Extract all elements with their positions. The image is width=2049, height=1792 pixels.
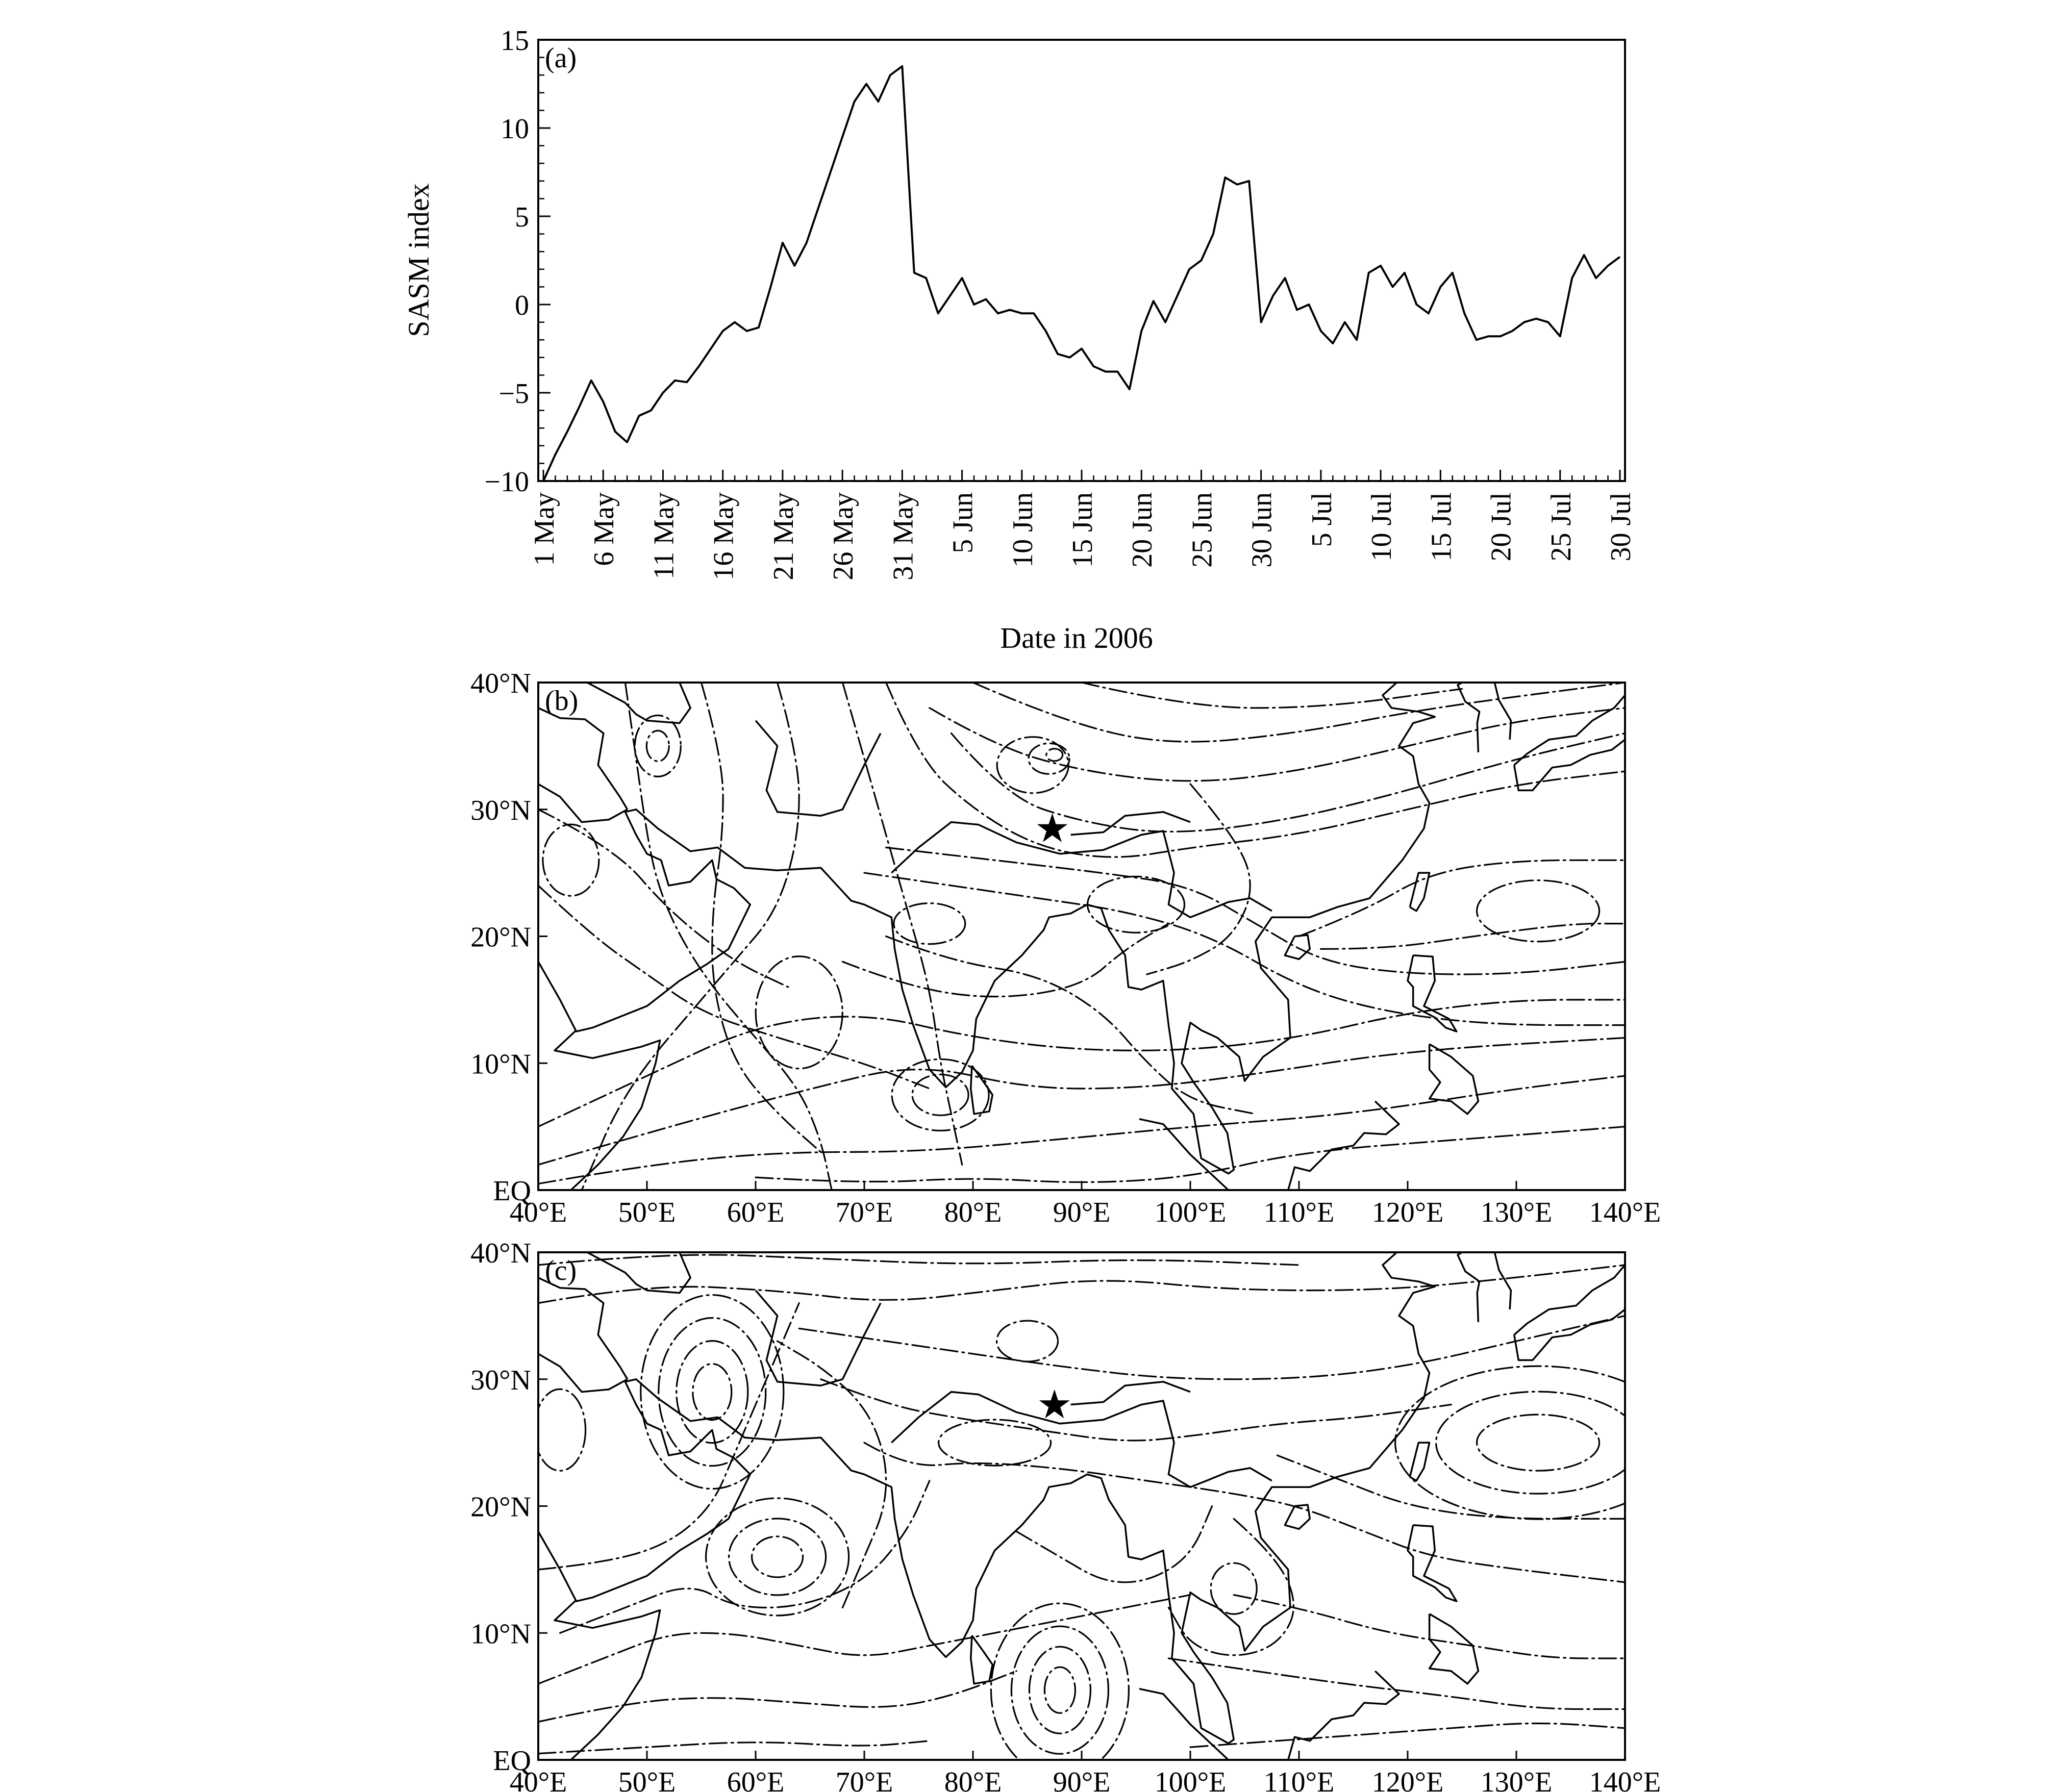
x-axis-title-a: Date in 2006 — [1000, 621, 1153, 654]
lon-tick-label: 100°E — [1154, 1766, 1227, 1792]
streamline — [864, 1443, 1625, 1582]
coastline — [538, 1278, 628, 1379]
lon-tick-label: 60°E — [727, 1766, 785, 1792]
lon-tick-label: 130°E — [1480, 1766, 1553, 1792]
chart-a-frame — [538, 40, 1625, 481]
streamline-vortex — [543, 824, 599, 896]
x-tick-label: 15 Jun — [1067, 492, 1098, 568]
lon-tick-label: 50°E — [618, 1766, 676, 1792]
x-tick-label: 10 Jun — [1007, 492, 1039, 568]
streamline-vortex — [646, 730, 669, 761]
streamline-vortex — [677, 1341, 748, 1443]
streamline — [538, 886, 930, 1089]
streamline — [799, 1316, 1625, 1379]
x-tick-label: 10 Jul — [1366, 492, 1398, 562]
y-axis-title-a: SASM index — [402, 183, 435, 337]
coastline — [1410, 873, 1429, 911]
coastline — [1410, 1443, 1429, 1481]
star-marker-b: ★ — [1034, 806, 1070, 851]
lat-tick-label: 40°N — [470, 1238, 531, 1269]
streamline — [538, 1741, 930, 1754]
streamline — [973, 683, 1625, 742]
streamline-vortex — [1011, 1626, 1108, 1754]
streamline — [1082, 683, 1462, 708]
streamline — [625, 683, 832, 1190]
y-tick-label: 15 — [501, 25, 529, 57]
lat-tick-label: EQ — [493, 1175, 531, 1207]
streamline — [1168, 1519, 1293, 1655]
coastline — [1288, 1671, 1399, 1760]
streamline — [538, 1595, 1190, 1684]
y-tick-label: −5 — [498, 378, 529, 410]
x-tick-label: 16 May — [708, 492, 740, 580]
streamline — [886, 847, 1625, 974]
streamline — [842, 924, 1168, 997]
x-tick-label: 25 Jul — [1545, 492, 1577, 562]
coastline — [538, 708, 628, 810]
streamline — [538, 1265, 1625, 1303]
coastline — [1071, 1382, 1190, 1405]
streamline-vortex — [641, 1295, 784, 1489]
x-tick-label: 20 Jun — [1127, 492, 1159, 568]
streamline — [702, 683, 821, 1152]
lat-tick-label: 20°N — [470, 921, 531, 953]
streamline-vortex — [535, 1389, 586, 1471]
streamlines-b — [538, 683, 1625, 1190]
longitude-axis-b — [510, 1181, 1661, 1228]
streamline — [582, 683, 799, 1190]
map-c-content — [535, 1252, 1681, 1777]
x-tick-label: 25 Jun — [1186, 492, 1218, 568]
lon-tick-label: 50°E — [618, 1197, 676, 1228]
coastline — [538, 683, 1435, 1174]
streamline-vortex — [1477, 880, 1600, 942]
coastline — [1458, 683, 1480, 752]
coastline — [891, 1392, 1272, 1487]
x-tick-label: 5 Jun — [947, 492, 979, 553]
streamline-vortex — [1044, 1667, 1075, 1713]
lon-tick-label: 70°E — [835, 1766, 893, 1792]
x-tick-label: 1 May — [529, 492, 560, 566]
x-tick-label: 11 May — [648, 492, 680, 579]
lon-tick-label: 80°E — [944, 1197, 1002, 1228]
streamline-vortex — [1029, 1647, 1090, 1733]
streamline-vortex — [635, 715, 681, 776]
streamline-map-c — [470, 1238, 1681, 1792]
streamline — [538, 1038, 1625, 1165]
x-tick-label: 31 May — [887, 492, 919, 580]
lon-tick-label: 90°E — [1053, 1197, 1111, 1228]
streamline — [886, 937, 1256, 1114]
streamline — [538, 1076, 1625, 1184]
lon-tick-label: 120°E — [1371, 1197, 1444, 1228]
lat-tick-label: EQ — [493, 1745, 531, 1777]
y-tick-label: −10 — [484, 466, 529, 498]
coastline — [1285, 1505, 1310, 1529]
panel-label-b: (b) — [545, 685, 579, 717]
coastline — [756, 721, 881, 816]
streamline — [538, 1000, 1625, 1127]
streamline — [842, 683, 962, 1165]
streamline — [538, 1255, 1299, 1265]
streamline-vortex — [1395, 1366, 1681, 1519]
lat-tick-label: 40°N — [470, 668, 531, 699]
star-marker-c: ★ — [1036, 1382, 1072, 1427]
lat-tick-label: 10°N — [470, 1048, 531, 1080]
coastline — [1408, 1525, 1457, 1601]
panel-label-c: (c) — [545, 1255, 577, 1286]
x-tick-label: 30 Jul — [1605, 492, 1637, 562]
lon-tick-label: 140°E — [1589, 1197, 1661, 1228]
latitude-axis-c — [470, 1238, 547, 1777]
coastline — [538, 1252, 1435, 1744]
sasm-index-series — [543, 66, 1620, 481]
streamline-vortex — [756, 956, 842, 1069]
streamline — [538, 810, 788, 987]
lon-tick-label: 40°E — [509, 1766, 567, 1792]
streamline — [1168, 1658, 1625, 1709]
sasm-index-chart — [402, 25, 1637, 654]
streamline — [821, 1379, 1451, 1441]
lon-tick-label: 70°E — [835, 1197, 893, 1228]
coastline — [1494, 683, 1511, 740]
x-tick-label: 5 Jul — [1306, 492, 1338, 547]
streamline-vortex — [894, 903, 965, 944]
streamline — [538, 1671, 1016, 1722]
lon-tick-label: 120°E — [1371, 1766, 1444, 1792]
lon-tick-label: 130°E — [1480, 1197, 1553, 1228]
coastline — [891, 822, 1272, 918]
coastline — [1139, 1689, 1229, 1760]
coastlines-c — [538, 1252, 1625, 1760]
lat-tick-label: 10°N — [470, 1618, 531, 1650]
latitude-axis-b — [470, 668, 547, 1207]
streamline — [1016, 1506, 1212, 1582]
streamline — [778, 1341, 886, 1607]
streamline — [1321, 924, 1625, 949]
streamlines-c — [535, 1255, 1681, 1777]
coastline — [555, 1600, 660, 1760]
streamline — [1277, 1455, 1625, 1519]
x-tick-label: 21 May — [767, 492, 799, 580]
coastline — [1494, 1252, 1511, 1309]
lon-tick-label: 90°E — [1053, 1766, 1111, 1792]
streamline-vortex — [706, 1498, 849, 1616]
lon-tick-label: 100°E — [1154, 1197, 1227, 1228]
map-c-frame — [538, 1252, 1625, 1760]
coastline — [971, 1635, 993, 1684]
x-tick-label: 26 May — [828, 492, 860, 580]
lat-tick-label: 30°N — [470, 1364, 531, 1396]
streamline-map-b — [470, 668, 1661, 1228]
longitude-axis-c — [510, 1751, 1661, 1792]
streamline-vortex — [1477, 1415, 1600, 1471]
lon-tick-label: 80°E — [944, 1766, 1002, 1792]
panel-label-a: (a) — [545, 42, 577, 74]
lon-tick-label: 110°E — [1263, 1197, 1335, 1228]
y-tick-label: 5 — [515, 201, 529, 233]
lon-tick-label: 60°E — [727, 1197, 785, 1228]
streamline-vortex — [693, 1364, 732, 1420]
y-tick-label: 0 — [515, 290, 529, 321]
x-tick-label: 15 Jul — [1426, 492, 1458, 562]
lon-tick-label: 110°E — [1263, 1766, 1335, 1792]
x-tick-label: 20 Jul — [1485, 492, 1517, 562]
lat-tick-label: 30°N — [470, 794, 531, 826]
y-tick-label: 10 — [501, 113, 529, 145]
streamline-vortex — [752, 1536, 803, 1577]
coastline — [587, 683, 690, 723]
streamline-vortex — [1046, 749, 1063, 761]
coastline — [1458, 1252, 1480, 1322]
y-axis-a — [484, 25, 551, 498]
streamline-vortex — [939, 1420, 1051, 1466]
streamline — [1190, 1724, 1625, 1748]
map-b-content — [538, 683, 1625, 1190]
x-axis-a — [529, 470, 1637, 580]
streamline — [560, 1481, 930, 1633]
coastline — [1514, 1265, 1625, 1360]
streamline-vortex — [1436, 1392, 1640, 1494]
lon-tick-label: 40°E — [509, 1197, 567, 1228]
x-tick-label: 30 Jun — [1246, 492, 1278, 568]
lat-tick-label: 20°N — [470, 1491, 531, 1523]
coastline — [971, 1066, 993, 1114]
streamline-vortex — [1211, 1563, 1257, 1614]
streamline-vortex — [729, 1519, 826, 1595]
coastline — [1430, 1614, 1479, 1684]
streamline-vortex — [997, 1321, 1058, 1361]
lon-tick-label: 140°E — [1589, 1766, 1661, 1792]
coastline — [1430, 1044, 1479, 1114]
x-tick-label: 6 May — [588, 492, 620, 566]
